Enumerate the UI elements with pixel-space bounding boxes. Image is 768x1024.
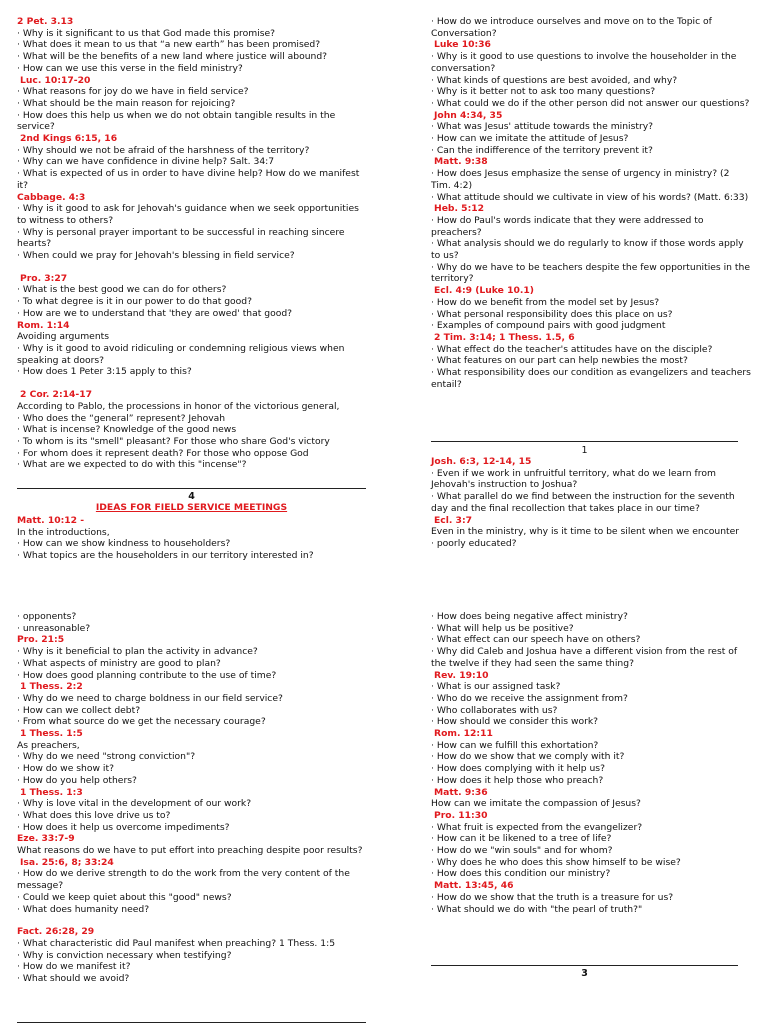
question-line: · How do we derive strength to do the work from the very content of the message? <box>17 868 350 892</box>
scripture-reference: 2 Cor. 2:14-17 <box>20 389 93 401</box>
question-line: · Why did Caleb and Joshua have a different vision from the rest of the twelve if they had seen the same thing? <box>431 646 738 669</box>
question-line: · How do we manifest it? <box>17 961 131 973</box>
paragraph-gap <box>17 378 367 389</box>
scripture-reference: Cabbage. 4:3 <box>17 191 86 203</box>
scripture-reference: 1 Thess. 2:2 <box>20 681 83 693</box>
question-line: · What reasons for joy do we have in field service? <box>17 86 249 98</box>
scripture-reference: Josh. 6:3, 12-14, 15 <box>431 456 532 467</box>
question-line: · How does 1 Peter 3:15 apply to this? <box>17 366 192 378</box>
question-line: · How does it help us overcome impediments? <box>17 821 230 833</box>
question-line: · Why is conviction necessary when testifying? <box>17 949 232 961</box>
scripture-reference: Isa. 25:6, 8; 33:24 <box>20 856 114 868</box>
question-line: · unreasonable? <box>17 622 91 634</box>
page-number: 4 <box>188 491 195 502</box>
page-divider-rule <box>17 488 366 489</box>
question-line: · What is the best good we can do for others? <box>17 284 227 296</box>
question-line: · How does complying with it help us? <box>431 763 605 775</box>
question-line: According to Pablo, the processions in honor of the victorious general, <box>17 400 340 412</box>
question-line: · What responsibility does our condition as evangelizers and teachers entail? <box>431 367 751 390</box>
question-line: · Who collaborates with us? <box>431 704 558 716</box>
question-line: · Why is it good to avoid ridiculing or condemning religious views when speaking at doors? <box>17 342 345 366</box>
question-line: · How can we imitate the attitude of Jesus? <box>431 133 629 145</box>
question-line: · Even if we work in unfruitful territory, what do we learn from Jehovah's instruction to Joshua? <box>431 467 716 491</box>
question-line: · What parallel do we find between the instruction for the seventh day and the final recollection that takes place in our time? <box>431 491 735 514</box>
question-line: · What is expected of us in order to have divine help? How do we manifest it? <box>17 168 360 191</box>
question-line: · What characteristic did Paul manifest when preaching? 1 Thess. 1:5 <box>17 937 336 949</box>
question-line: · Why is love vital in the development of our work? <box>17 798 252 810</box>
scripture-reference: 2nd Kings 6:15, 16 <box>20 133 118 145</box>
question-line: · What attitude should we cultivate in view of his words? (Matt. 6:33) <box>431 191 749 203</box>
scripture-reference: Matt. 10:12 - <box>17 515 85 526</box>
scripture-reference: Luc. 10:17-20 <box>20 74 91 86</box>
question-line: · opponents? <box>17 611 77 622</box>
question-line: · Why is it significant to us that God made this promise? <box>17 27 276 39</box>
page-divider-rule <box>431 441 738 442</box>
question-line: · Why do we need "strong conviction"? <box>17 751 196 763</box>
question-line: · Could we keep quiet about this "good" news? <box>17 891 232 903</box>
scripture-reference: Ecl. 4:9 (Luke 10.1) <box>434 285 534 297</box>
question-line: · How does this help us when we do not obtain tangible results in the service? <box>17 109 336 133</box>
question-line: As preachers, <box>17 739 80 751</box>
question-line: · What should we avoid? <box>17 973 130 985</box>
paragraph-gap <box>17 262 367 273</box>
question-line: Even in the ministry, why is it time to be silent when we encounter <box>431 526 740 538</box>
scripture-reference: Heb. 5:12 <box>434 203 485 215</box>
scripture-reference: Rom. 1:14 <box>17 319 70 331</box>
question-line: · When could we pray for Jehovah's blessing in field service? <box>17 250 295 262</box>
question-line: · Who do we receive the assignment from? <box>431 692 628 704</box>
question-line: In the introductions, <box>17 526 110 538</box>
question-line: · How are we to understand that 'they are owed' that good? <box>17 307 293 319</box>
question-line: · How do Paul's words indicate that they were addressed to preachers? <box>431 214 704 238</box>
question-line: · Can the indifference of the territory prevent it? <box>431 144 653 156</box>
question-line: · What does this love drive us to? <box>17 809 171 821</box>
scripture-reference: Fact. 26:28, 29 <box>17 926 95 938</box>
question-line: · Why is it good to use questions to involve the householder in the conversation? <box>431 51 737 74</box>
page-4-column-continued <box>17 515 367 562</box>
question-line: · What is incense? Knowledge of the good news <box>17 424 237 436</box>
scripture-reference: 2 Pet. 3.13 <box>17 16 74 27</box>
scripture-reference: 1 Thess. 1:3 <box>20 786 83 798</box>
scripture-reference: Luke 10:36 <box>434 39 491 51</box>
question-line: · Who does the “general” represent? Jehovah <box>17 412 226 424</box>
question-line: · What aspects of ministry are good to plan? <box>17 657 221 669</box>
scripture-reference: Ecl. 3:7 <box>434 514 473 526</box>
page-2-column <box>17 611 367 985</box>
question-line: · How can we collect debt? <box>17 704 141 716</box>
question-line: · What was Jesus' attitude towards the ministry? <box>431 121 654 133</box>
page-1-column <box>431 16 751 391</box>
question-line: · Why can we have confidence in divine help? Salt. 34:7 <box>17 156 275 168</box>
question-line: · What does humanity need? <box>17 903 150 915</box>
question-line: · What analysis should we do regularly to know if those words apply to us? <box>431 238 744 262</box>
scripture-reference: Matt. 9:38 <box>434 156 488 168</box>
question-line: · What effect do the teacher's attitudes have on the disciple? <box>431 343 713 355</box>
scripture-reference: John 4:34, 35 <box>434 109 503 121</box>
question-line: · Why is personal prayer important to be successful in reaching sincere hearts? <box>17 226 345 250</box>
question-line: · What are we expected to do with this "incense"? <box>17 459 247 471</box>
page-1-column-continued <box>431 456 741 550</box>
question-line: · Why do we have to be teachers despite the few opportunities in the territory? <box>431 261 750 285</box>
question-line: · Why does he who does this show himself to be wise? <box>431 856 681 868</box>
question-line: · Why is it good to ask for Jehovah's guidance when we seek opportunities to witness to others? <box>17 203 359 226</box>
question-line: Avoiding arguments <box>17 331 110 343</box>
question-line: · Examples of compound pairs with good judgment <box>431 320 666 332</box>
question-line: · How do we show that we comply with it? <box>431 751 625 763</box>
paragraph-gap <box>17 915 367 926</box>
page-divider-rule <box>431 965 738 966</box>
scripture-reference: Eze. 33:7-9 <box>17 833 75 845</box>
question-line: · What will help us be positive? <box>431 622 574 634</box>
question-line: · How do you help others? <box>17 774 137 786</box>
scripture-reference: Rom. 12:11 <box>434 728 493 740</box>
scripture-reference: Pro. 11:30 <box>434 809 488 821</box>
question-line: · How do we show that the truth is a treasure for us? <box>431 891 674 903</box>
question-line: · To what degree is it in our power to do that good? <box>17 296 253 308</box>
question-line: · From what source do we get the necessary courage? <box>17 716 266 728</box>
scripture-reference: Pro. 3:27 <box>20 272 68 284</box>
question-line: · What fruit is expected from the evangelizer? <box>431 821 643 833</box>
question-line: How can we imitate the compassion of Jesus? <box>431 798 641 810</box>
question-line: · What should we do with "the pearl of truth?" <box>431 903 643 915</box>
question-line: · How do we benefit from the model set by Jesus? <box>431 296 660 308</box>
question-line: · Why do we need to charge boldness in our field service? <box>17 692 283 704</box>
question-line: · What does it mean to us that “a new earth” has been promised? <box>17 39 321 51</box>
page-number: 3 <box>581 968 588 979</box>
question-line: What reasons do we have to put effort into preaching despite poor results? <box>17 845 363 857</box>
question-line: · How should we consider this work? <box>431 716 599 728</box>
question-line: · How does being negative affect ministry? <box>431 611 628 622</box>
question-line: · Why is it better not to ask too many questions? <box>431 86 656 98</box>
scripture-reference: 1 Thess. 1:5 <box>20 728 83 740</box>
scripture-reference: Pro. 21:5 <box>17 634 65 646</box>
question-line: · What effect can our speech have on others? <box>431 634 641 646</box>
question-line: · What kinds of questions are best avoided, and why? <box>431 74 678 86</box>
question-line: · How do we show it? <box>17 763 114 775</box>
question-line: · What is our assigned task? <box>431 681 561 693</box>
question-line: · What personal responsibility does this place on us? <box>431 308 673 320</box>
question-line: · Why is it beneficial to plan the activity in advance? <box>17 646 258 658</box>
question-line: · What could we do if the other person did not answer our questions? <box>431 97 750 109</box>
question-line: · How do we "win souls" and for whom? <box>431 845 613 857</box>
question-line: · What will be the benefits of a new land where justice will abound? <box>17 51 328 63</box>
question-line: · How does good planning contribute to the use of time? <box>17 669 277 681</box>
question-line: · How can it be likened to a tree of life? <box>431 833 612 845</box>
scripture-reference: Matt. 9:36 <box>434 786 488 798</box>
question-line: · What should be the main reason for rejoicing? <box>17 97 236 109</box>
scripture-reference: Rev. 19:10 <box>434 669 489 681</box>
page-4-column <box>17 16 367 471</box>
question-line: · How can we fulfill this exhortation? <box>431 739 599 751</box>
scripture-reference: 2 Tim. 3:14; 1 Thess. 1.5, 6 <box>434 331 575 343</box>
scripture-reference: Matt. 13:45, 46 <box>434 880 514 892</box>
question-line: · For whom does it represent death? For those who oppose God <box>17 447 309 459</box>
question-line: · How does Jesus emphasize the sense of urgency in ministry? (2 Tim. 4:2) <box>431 168 730 191</box>
question-line: · Why should we not be afraid of the harshness of the territory? <box>17 144 310 156</box>
question-line: · What topics are the householders in our territory interested in? <box>17 550 314 562</box>
question-line: · How can we show kindness to householders? <box>17 538 231 550</box>
question-line: · How can we use this verse in the field ministry? <box>17 62 243 74</box>
page-divider-rule <box>17 1022 366 1023</box>
question-line: · How does this condition our ministry? <box>431 868 611 880</box>
section-heading: IDEAS FOR FIELD SERVICE MEETINGS <box>95 502 288 513</box>
question-line: · To whom is its "smell" pleasant? For those who share God's victory <box>17 435 330 447</box>
page-number: 1 <box>581 445 588 456</box>
question-line: · How does it help those who preach? <box>431 774 604 786</box>
question-line: · poorly educated? <box>431 537 517 549</box>
question-line: · How do we introduce ourselves and move on to the Topic of Conversation? <box>431 16 712 39</box>
question-line: · What features on our part can help newbies the most? <box>431 355 688 367</box>
page-3-column <box>431 611 751 915</box>
